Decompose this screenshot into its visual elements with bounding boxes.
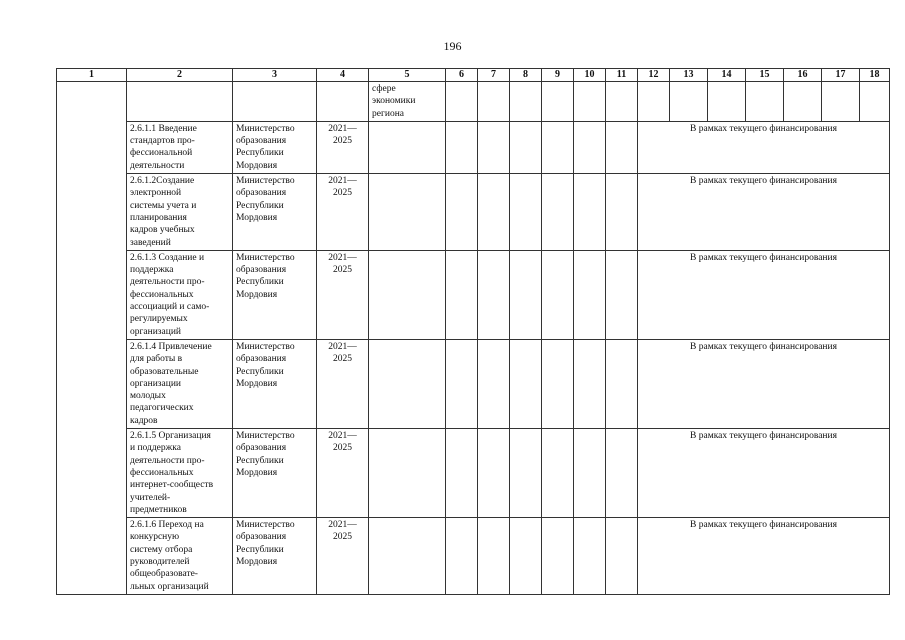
empty-cell xyxy=(638,82,670,122)
measure-name-line: деятельности про- xyxy=(130,277,205,288)
empty-cell xyxy=(446,250,478,339)
empty-cell xyxy=(446,339,478,428)
empty-cell xyxy=(542,121,574,173)
measure-name-line: системы учета и xyxy=(130,200,197,211)
header-col-4: 4 xyxy=(317,69,369,82)
measure-name-line: фессиональных xyxy=(130,289,194,300)
executor-line: Республики xyxy=(236,200,284,211)
header-col-1: 1 xyxy=(57,69,127,82)
empty-cell xyxy=(670,82,708,122)
measure-name-line: 2.6.1.2Создание xyxy=(130,176,195,187)
empty-cell xyxy=(369,429,446,518)
executor-line: Республики xyxy=(236,277,284,288)
measure-name-line: общеобразовате- xyxy=(130,569,198,580)
measure-name-line: планирования xyxy=(130,212,187,223)
period-line: 2025 xyxy=(333,265,352,276)
empty-cell xyxy=(369,174,446,251)
header-col-11: 11 xyxy=(606,69,638,82)
empty-cell xyxy=(574,429,606,518)
executor-line: Республики xyxy=(236,366,284,377)
measure-name xyxy=(127,339,233,428)
executor-line: Министерство xyxy=(236,520,295,531)
period xyxy=(317,339,369,428)
empty-cell xyxy=(446,174,478,251)
empty-cell xyxy=(542,518,574,595)
empty-cell xyxy=(510,339,542,428)
funding-note: В рамках текущего финансирования xyxy=(638,250,890,339)
header-col-2: 2 xyxy=(127,69,233,82)
header-col-16: 16 xyxy=(784,69,822,82)
header-col-14: 14 xyxy=(708,69,746,82)
measure-name xyxy=(127,121,233,173)
funding-note: В рамках текущего финансирования xyxy=(638,518,890,595)
empty-cell xyxy=(317,82,369,122)
empty-cell xyxy=(542,174,574,251)
empty-cell xyxy=(510,518,542,595)
empty-cell xyxy=(606,82,638,122)
continuation-text-line: региона xyxy=(372,108,404,119)
executor-line: Мордовия xyxy=(236,378,278,389)
table-row xyxy=(57,429,890,518)
empty-cell xyxy=(822,82,860,122)
empty-cell xyxy=(369,121,446,173)
period xyxy=(317,121,369,173)
executor-line: Министерство xyxy=(236,176,295,187)
measure-name-line: конкурсную xyxy=(130,532,180,543)
program-table xyxy=(56,68,890,595)
executor-line: Республики xyxy=(236,455,284,466)
empty-cell xyxy=(606,339,638,428)
header-col-7: 7 xyxy=(478,69,510,82)
measure-name-line: электронной xyxy=(130,188,182,199)
measure-name-line: организации xyxy=(130,378,182,389)
measure-name-line: организаций xyxy=(130,326,182,337)
header-col-17: 17 xyxy=(822,69,860,82)
period xyxy=(317,518,369,595)
executor-line: образования xyxy=(236,532,287,543)
period-line: 2025 xyxy=(333,136,352,147)
period xyxy=(317,250,369,339)
period-line: 2021— xyxy=(328,431,357,442)
executor xyxy=(233,429,317,518)
page-number: 196 xyxy=(443,39,462,53)
empty-cell xyxy=(574,250,606,339)
empty-cell xyxy=(574,82,606,122)
measure-name-line: систему отбора xyxy=(130,544,193,555)
header-col-3: 3 xyxy=(233,69,317,82)
empty-cell xyxy=(446,82,478,122)
empty-cell xyxy=(574,339,606,428)
period-line: 2021— xyxy=(328,252,357,263)
executor-line: образования xyxy=(236,265,287,276)
empty-cell xyxy=(606,174,638,251)
empty-cell xyxy=(478,518,510,595)
measure-name xyxy=(127,429,233,518)
empty-cell xyxy=(574,174,606,251)
continuation-text-line: экономики xyxy=(372,96,416,107)
header-col-18: 18 xyxy=(860,69,890,82)
executor-line: образования xyxy=(236,354,287,365)
measure-name-line: 2.6.1.4 Привлечение xyxy=(130,341,212,352)
executor-line: Мордовия xyxy=(236,212,278,223)
empty-cell xyxy=(542,429,574,518)
measure-name-line: кадров учебных xyxy=(130,225,195,236)
table-row xyxy=(57,121,890,173)
header-col-13: 13 xyxy=(670,69,708,82)
executor xyxy=(233,250,317,339)
empty-cell xyxy=(510,250,542,339)
measure-name-line: предметников xyxy=(130,504,187,515)
empty-cell xyxy=(746,82,784,122)
executor xyxy=(233,518,317,595)
executor-line: Министерство xyxy=(236,123,295,134)
measure-name-line: кадров xyxy=(130,415,158,426)
empty-cell xyxy=(478,174,510,251)
table-row xyxy=(57,174,890,251)
executor-line: образования xyxy=(236,443,287,454)
period-line: 2021— xyxy=(328,520,357,531)
empty-cell xyxy=(574,518,606,595)
empty-cell xyxy=(860,82,890,122)
empty-cell xyxy=(369,250,446,339)
empty-cell xyxy=(369,518,446,595)
empty-cell xyxy=(478,82,510,122)
empty-cell xyxy=(574,121,606,173)
executor xyxy=(233,174,317,251)
executor-line: Министерство xyxy=(236,341,295,352)
header-col-10: 10 xyxy=(574,69,606,82)
funding-note: В рамках текущего финансирования xyxy=(638,339,890,428)
period-line: 2025 xyxy=(333,188,352,199)
measure-name-line: деятельности xyxy=(130,160,185,171)
measure-name-line: фессиональной xyxy=(130,148,193,159)
period-line: 2021— xyxy=(328,341,357,352)
empty-cell xyxy=(510,121,542,173)
header-col-15: 15 xyxy=(746,69,784,82)
period-line: 2025 xyxy=(333,354,352,365)
measure-name-line: руководителей xyxy=(130,556,190,567)
executor-line: Мордовия xyxy=(236,556,278,567)
empty-cell xyxy=(510,82,542,122)
empty-cell xyxy=(446,518,478,595)
funding-note: В рамках текущего финансирования xyxy=(638,174,890,251)
funding-note: В рамках текущего финансирования xyxy=(638,121,890,173)
table-row xyxy=(57,339,890,428)
measure-name-line: льных организаций xyxy=(130,581,209,592)
empty-cell xyxy=(542,339,574,428)
measure-name-line: для работы в xyxy=(130,354,183,365)
empty-cell xyxy=(510,429,542,518)
measure-name-line: учителей- xyxy=(130,492,171,503)
empty-cell xyxy=(478,339,510,428)
empty-cell xyxy=(233,82,317,122)
empty-cell xyxy=(784,82,822,122)
empty-cell xyxy=(708,82,746,122)
empty-cell xyxy=(478,429,510,518)
measure-name-line: регулируемых xyxy=(130,314,188,325)
empty-cell xyxy=(606,250,638,339)
executor-line: образования xyxy=(236,136,287,147)
empty-cell xyxy=(542,250,574,339)
executor xyxy=(233,339,317,428)
measure-name-line: молодых xyxy=(130,391,166,402)
executor-line: Мордовия xyxy=(236,160,278,171)
measure-name xyxy=(127,250,233,339)
empty-cell xyxy=(127,82,233,122)
executor xyxy=(233,121,317,173)
header-col-9: 9 xyxy=(542,69,574,82)
measure-name-line: фессиональных xyxy=(130,467,194,478)
period-line: 2021— xyxy=(328,123,357,134)
header-col-6: 6 xyxy=(446,69,478,82)
empty-cell xyxy=(478,121,510,173)
measure-name-line: 2.6.1.6 Переход на xyxy=(130,520,204,531)
empty-cell xyxy=(510,174,542,251)
continuation-text xyxy=(369,82,446,122)
measure-name-line: 2.6.1.1 Введение xyxy=(130,123,197,134)
executor-line: Мордовия xyxy=(236,289,278,300)
empty-cell xyxy=(606,121,638,173)
measure-name-line: и поддержка xyxy=(130,443,181,454)
header-col-5: 5 xyxy=(369,69,446,82)
period-line: 2025 xyxy=(333,443,352,454)
empty-cell xyxy=(542,82,574,122)
executor-line: Министерство xyxy=(236,431,295,442)
table-row xyxy=(57,518,890,595)
executor-line: Министерство xyxy=(236,252,295,263)
empty-cell xyxy=(478,250,510,339)
table-row xyxy=(57,250,890,339)
empty-cell xyxy=(369,339,446,428)
measure-name-line: интернет-сообществ xyxy=(130,480,214,491)
measure-name-line: заведений xyxy=(130,237,171,248)
empty-cell xyxy=(446,429,478,518)
measure-name-line: педагогических xyxy=(130,403,194,414)
header-col-8: 8 xyxy=(510,69,542,82)
executor-line: Республики xyxy=(236,544,284,555)
measure-name-line: стандартов про- xyxy=(130,136,195,147)
executor-line: Мордовия xyxy=(236,467,278,478)
measure-name-line: поддержка xyxy=(130,265,174,276)
header-col-12: 12 xyxy=(638,69,670,82)
measure-name-line: 2.6.1.5 Организация xyxy=(130,431,211,442)
empty-cell xyxy=(446,121,478,173)
period-line: 2025 xyxy=(333,532,352,543)
continuation-row xyxy=(57,82,890,122)
measure-name-line: ассоциаций и само- xyxy=(130,302,210,313)
period-line: 2021— xyxy=(328,176,357,187)
continuation-text-line: сфере xyxy=(372,84,396,94)
table-header-row xyxy=(57,69,890,82)
measure-name-line: деятельности про- xyxy=(130,455,205,466)
empty-cell xyxy=(606,429,638,518)
period xyxy=(317,429,369,518)
executor-line: Республики xyxy=(236,148,284,159)
empty-cell xyxy=(606,518,638,595)
executor-line: образования xyxy=(236,188,287,199)
group-cell xyxy=(57,82,127,595)
measure-name-line: образовательные xyxy=(130,366,199,377)
measure-name xyxy=(127,174,233,251)
measure-name-line: 2.6.1.3 Создание и xyxy=(130,252,205,263)
funding-note: В рамках текущего финансирования xyxy=(638,429,890,518)
period xyxy=(317,174,369,251)
measure-name xyxy=(127,518,233,595)
